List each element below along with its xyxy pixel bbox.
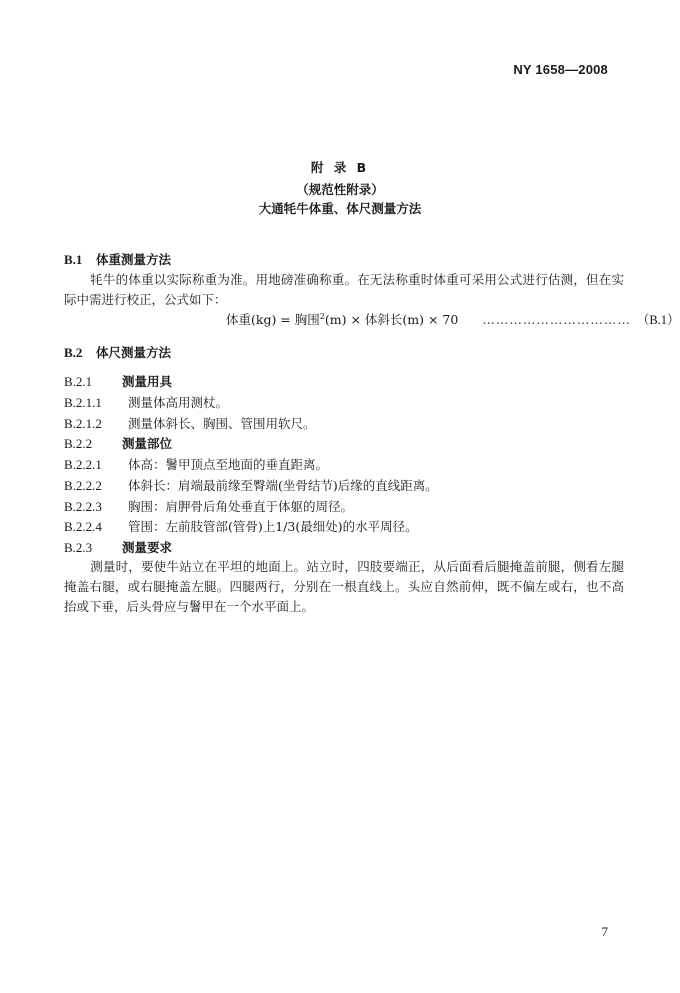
section-number: B.1 bbox=[64, 252, 83, 267]
section-b1-heading bbox=[64, 250, 171, 268]
list-item: B.2.1.1 测量体高用测杖。 bbox=[64, 395, 229, 410]
list-item: B.2.2.1 体高：鬐甲顶点至地面的垂直距离。 bbox=[64, 457, 329, 472]
section-title: 测量要求 bbox=[122, 540, 173, 555]
section-b21-heading bbox=[64, 372, 172, 390]
paragraph-text: 测量时，要使牛站立在平坦的地面上。站立时，四肢要端正，从后面看后腿掩盖前腿，侧看左腿掩盖右腿，或右腿掩盖左腿。四腿两行，分别在一根直线上。头应自然前伸，既不偏左或右，也不高抬或下垂，后头骨应与鬐甲在一个水平面上。 bbox=[64, 559, 624, 614]
standard-code: NY 1658—2008 bbox=[513, 62, 608, 77]
section-b22-heading bbox=[64, 434, 172, 452]
weight-formula bbox=[226, 310, 680, 328]
section-b2-heading bbox=[64, 343, 171, 361]
list-item: B.2.2.2 体斜长：肩端最前缘至臀端(坐骨结节)后缘的直线距离。 bbox=[64, 478, 438, 493]
section-b23-paragraph bbox=[64, 557, 624, 617]
section-number: B.2.1 bbox=[64, 374, 93, 389]
appendix-label: 附 录 B bbox=[310, 160, 370, 175]
section-b1-paragraph bbox=[64, 270, 624, 310]
appendix-type: （规范性附录） bbox=[296, 182, 384, 197]
appendix-title: 大通牦牛体重、体尺测量方法 bbox=[258, 201, 422, 216]
formula-expression: 体重(kg) = 胸围$^2$(m) × 体斜长(m) × 70 bbox=[226, 311, 459, 327]
formula-leader: …………………………… bbox=[482, 312, 631, 327]
section-b23-heading bbox=[64, 538, 172, 556]
list-item: B.2.2.3 胸围：肩胛骨后角处垂直于体躯的周径。 bbox=[64, 499, 354, 514]
formula-reference: （B.1） bbox=[636, 313, 680, 327]
paragraph-text: 牦牛的体重以实际称重为准。用地磅准确称重。在无法称重时体重可采用公式进行估测，但在实际中需进行校正，公式如下： bbox=[64, 272, 624, 307]
page-number: 7 bbox=[601, 924, 608, 939]
section-number: B.2 bbox=[64, 345, 83, 360]
section-number: B.2.3 bbox=[64, 540, 93, 555]
section-title: 体重测量方法 bbox=[96, 252, 172, 267]
section-number: B.2.2 bbox=[64, 436, 93, 451]
list-item: B.2.2.4 管围：左前肢管部(管骨)上1/3(最细处)的水平周径。 bbox=[64, 519, 418, 534]
list-item: B.2.1.2 测量体斜长、胸围、管围用软尺。 bbox=[64, 416, 316, 431]
section-title: 体尺测量方法 bbox=[96, 345, 172, 360]
section-title: 测量部位 bbox=[122, 436, 173, 451]
section-title: 测量用具 bbox=[122, 374, 173, 389]
